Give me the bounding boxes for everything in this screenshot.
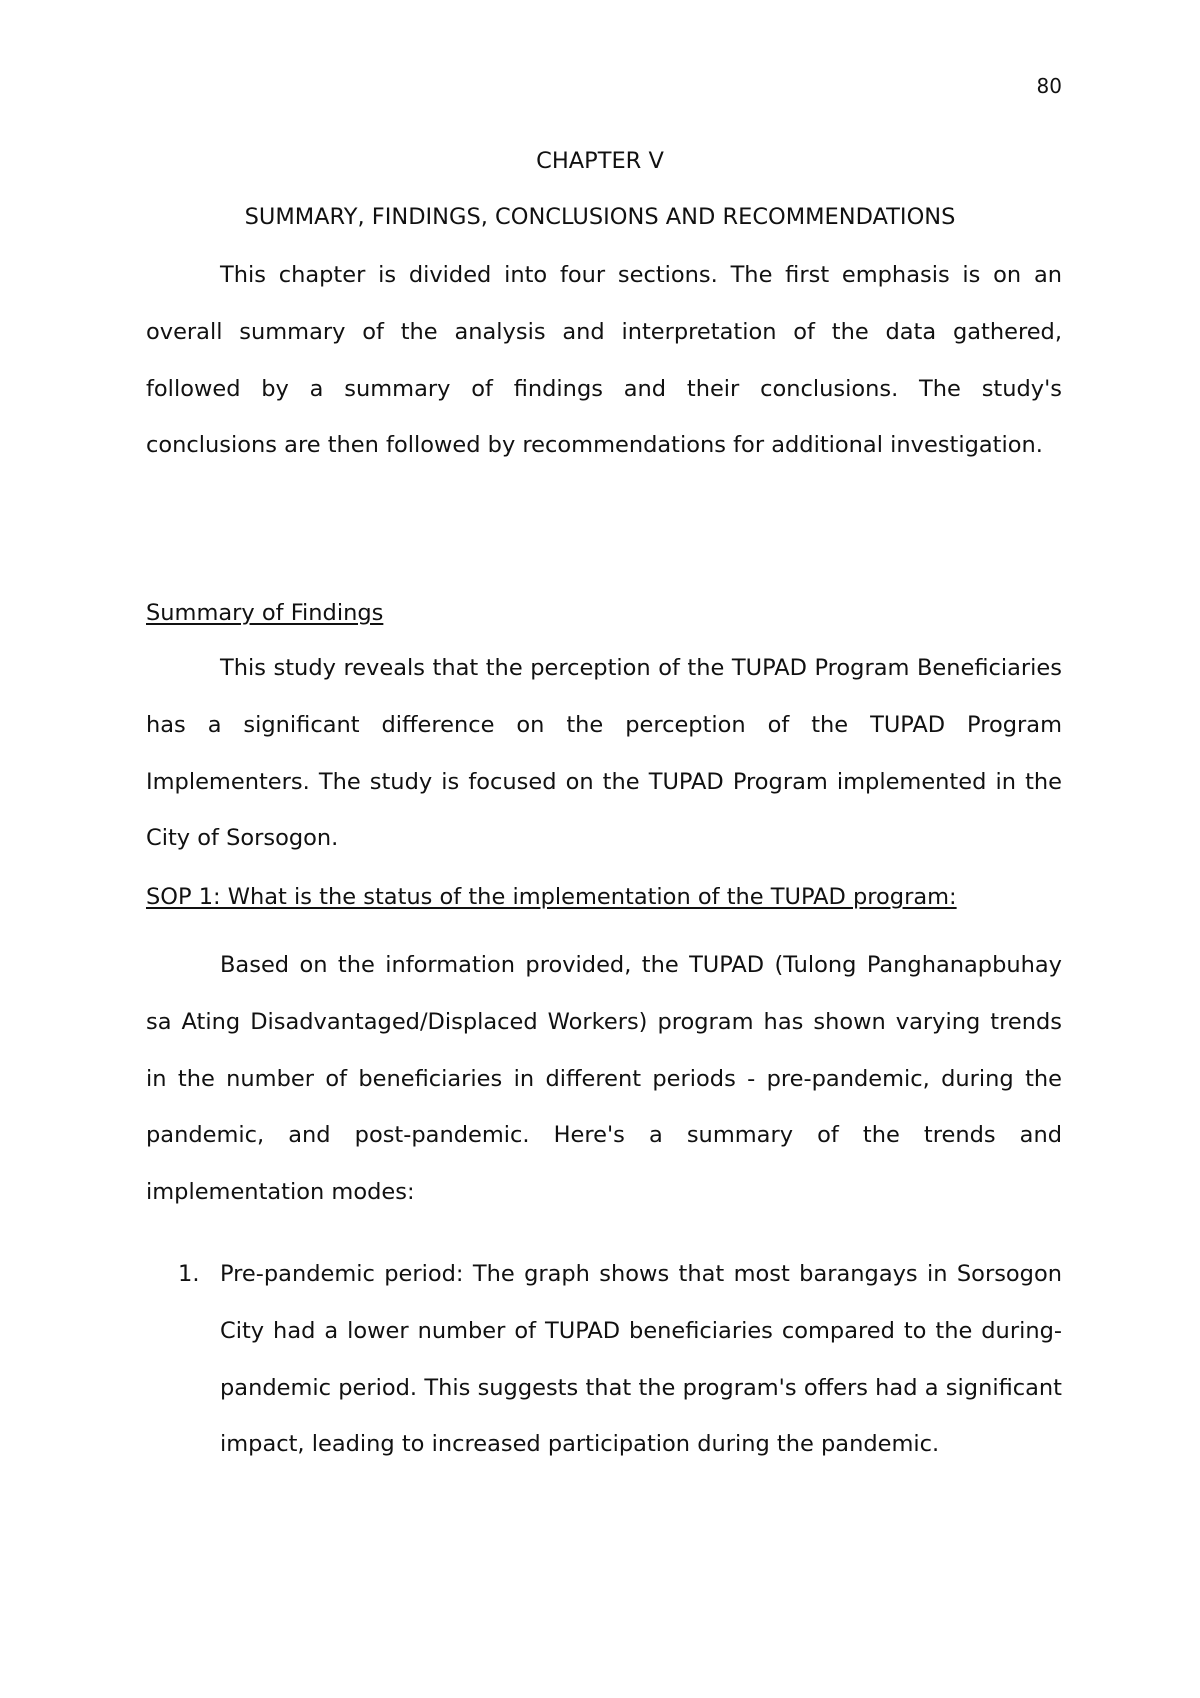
list-item-text: Pre-pandemic period: The graph shows that most barangays in Sorsogon City had a lower number of TUPAD beneficiaries compared to the during-pandemic period. This suggests that the program's offers had a significant impact, leading to increased participation during the pandemic. [220, 1261, 1062, 1458]
summary-of-findings-heading: Summary of Findings [146, 600, 384, 626]
findings-paragraph: This study reveals that the perception of the TUPAD Program Beneficiaries has a significant difference on the perception of the TUPAD Program Implementers. The study is focused on the TUPAD Program implemented in the City of Sorsogon. [146, 655, 1062, 852]
chapter-title: CHAPTER V [536, 148, 664, 174]
chapter-subtitle: SUMMARY, FINDINGS, CONCLUSIONS AND RECOMMENDATIONS [244, 204, 956, 230]
list-item [146, 1246, 1062, 1473]
intro-paragraph: This chapter is divided into four sections. The first emphasis is on an overall summary of the analysis and interpretation of the data gathered, followed by a summary of findings and their conclusions. The study's conclusions are then followed by recommendations for additional investigation. [146, 262, 1062, 459]
sop1-paragraph: Based on the information provided, the TUPAD (Tulong Panghanapbuhay sa Ating Disadvantaged/Displaced Workers) program has shown varying trends in the number of beneficiaries in different periods - pre-pandemic, during the pandemic, and post-pandemic. Here's a summary of the trends and implementation modes: [146, 952, 1062, 1206]
page-number: 80 [1036, 74, 1062, 98]
list-item-marker: 1. [178, 1261, 200, 1287]
sop1-heading: SOP 1: What is the status of the implementation of the TUPAD program: [146, 884, 957, 910]
sop1-list [146, 1246, 1062, 1473]
